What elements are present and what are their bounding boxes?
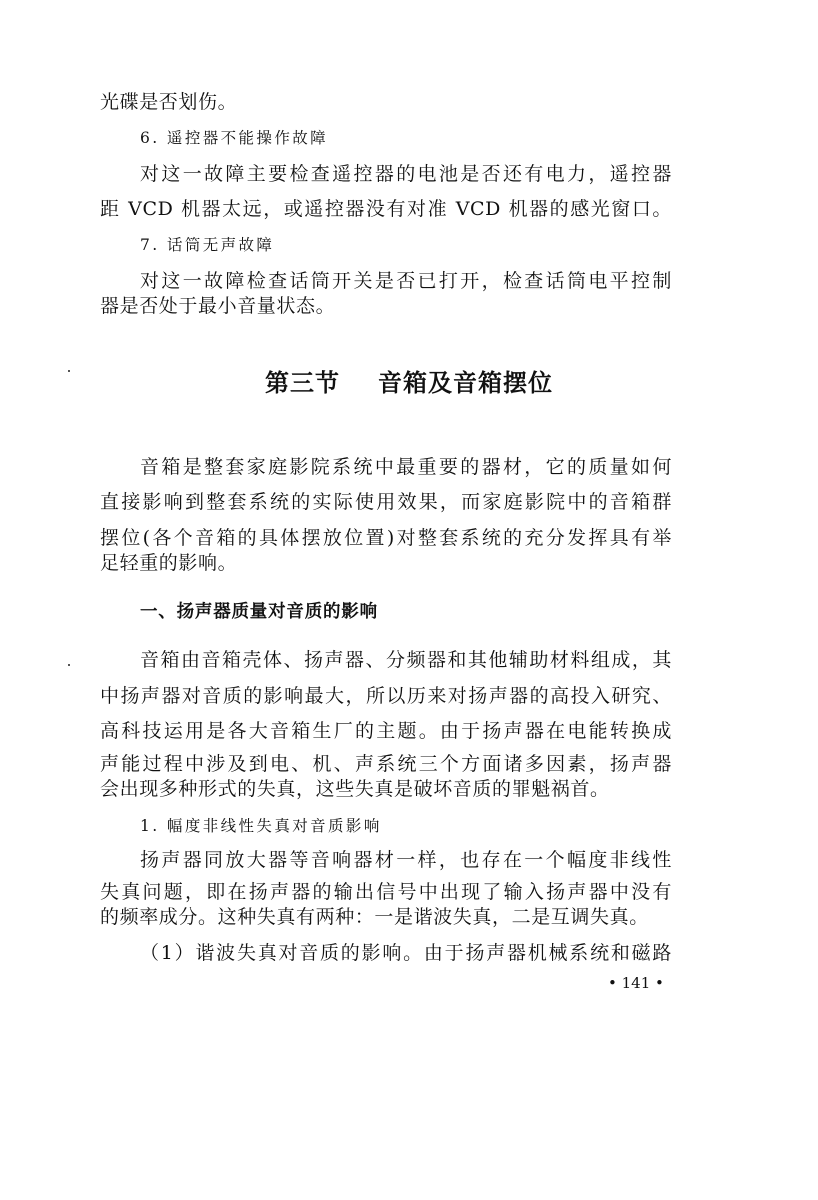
text-line: 的频率成分。这种失真有两种：一是谐波失真，二是互调失真。 <box>100 906 649 928</box>
text-line: 中扬声器对音质的影响最大，所以历来对扬声器的高投入研究、 <box>100 685 672 707</box>
section-name: 音箱及音箱摆位 <box>378 369 553 397</box>
text-line: 高科技运用是各大音箱生厂的主题。由于扬声器在电能转换成 <box>100 720 672 742</box>
scan-mark <box>68 664 70 666</box>
text-line: 光碟是否划伤。 <box>100 91 238 113</box>
text-line: 直接影响到整套系统的实际使用效果，而家庭影院中的音箱群 <box>100 491 672 513</box>
text-line: 音箱由音箱壳体、扬声器、分频器和其他辅助材料组成，其 <box>140 649 672 671</box>
page-number: • 141 • <box>608 974 664 992</box>
text-line: （1）谐波失真对音质的影响。由于扬声器机械系统和磁路 <box>140 942 672 964</box>
section-title <box>0 366 818 400</box>
section-number: 第三节 <box>265 369 340 397</box>
text-line: 摆位(各个音箱的具体摆放位置)对整套系统的充分发挥具有举 <box>100 527 672 549</box>
subheading-amplitude-distortion: 1. 幅度非线性失真对音质影响 <box>140 817 382 835</box>
text-line: 扬声器同放大器等音响器材一样，也存在一个幅度非线性 <box>140 849 672 871</box>
text-line: 对这一故障主要检查遥控器的电池是否还有电力，遥控器 <box>140 163 672 185</box>
text-line: 音箱是整套家庭影院系统中最重要的器材，它的质量如何 <box>140 456 672 478</box>
text-line: 会出现多种形式的失真，这些失真是破坏音质的罪魁祸首。 <box>100 778 610 800</box>
text-line: 足轻重的影响。 <box>100 552 238 574</box>
text-line: 对这一故障检查话筒开关是否已打开，检查话筒电平控制 <box>140 270 672 292</box>
heading-speaker-quality: 一、扬声器质量对音质的影响 <box>140 602 378 622</box>
text-line: 器是否处于最小音量状态。 <box>100 295 336 317</box>
subheading-mic-fault: 7. 话筒无声故障 <box>140 236 275 254</box>
subheading-remote-fault: 6. 遥控器不能操作故障 <box>140 129 329 147</box>
text-line: 声能过程中涉及到电、机、声系统三个方面诸多因素，扬声器 <box>100 753 672 775</box>
text-line: 距 VCD 机器太远，或遥控器没有对准 VCD 机器的感光窗口。 <box>100 198 672 220</box>
text-line: 失真问题，即在扬声器的输出信号中出现了输入扬声器中没有 <box>100 881 672 903</box>
